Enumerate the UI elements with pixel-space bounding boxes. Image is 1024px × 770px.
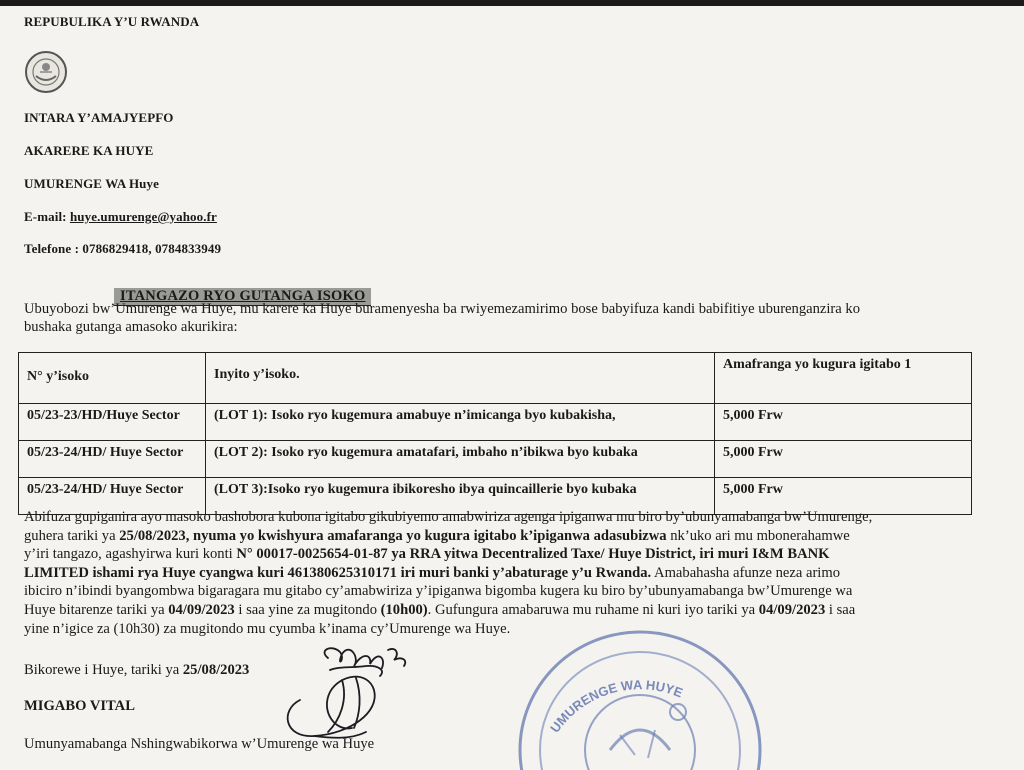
notice-body <box>24 508 976 638</box>
signer-role: Umunyamabanga Nshingwabikorwa w’Umurenge wa Huye <box>24 736 375 752</box>
opening-date: 04/09/2023 <box>758 601 826 618</box>
signer-name: MIGABO VITAL <box>24 698 135 714</box>
deadline-date: 04/09/2023 <box>168 601 235 618</box>
email-link[interactable]: huye.umurenge@yahoo.fr <box>69 209 217 224</box>
header-cell-title: Inyito y’isoko. <box>206 353 715 404</box>
table-row <box>19 441 972 478</box>
lot-number: 05/23-24/HD/ Huye Sector <box>19 478 206 515</box>
body-text: i saa yine za mugitondo <box>234 601 381 618</box>
body-line-3 <box>24 545 976 564</box>
lot-price: 5,000 Frw <box>715 478 972 515</box>
header-cell-number: N° y’isoko <box>19 353 206 404</box>
body-line-1: Abifuza gupiganira ayo masoko bashobora kubona igitabo gikubiyemo amabwiriza agenga ipiganwa mu biro by’ubunyamabanga bw’Umurenge, <box>24 509 873 525</box>
body-line-5: ibiciro n’ibindi byangombwa bigaragara mu gitabo cy’amabwiriza y’ipiganwa bigomba kugera ku biro by’ubunyamabanga bw’Umurenge wa <box>24 583 853 600</box>
rwanda-seal-icon <box>24 50 68 94</box>
place-date <box>24 662 249 679</box>
lot-number: 05/23-23/HD/Huye Sector <box>19 404 206 441</box>
scan-edge-shadow <box>0 0 1024 6</box>
body-text: . Gufungura amabaruwa mu ruhame ni kuri iyo tariki ya <box>427 601 759 618</box>
deadline-time: (10h00) <box>380 601 428 618</box>
sector-heading: UMURENGE WA Huye <box>24 176 159 191</box>
stamp-text: UMURENGE WA HUYE <box>547 677 685 736</box>
bank-account-text: N° 00017-0025654-01-87 ya RRA yitwa Decentralized Taxe/ Huye District, iri muri I&M BANK <box>236 546 830 563</box>
intro-line-2: bushaka gutanga amasoko akurikira: <box>24 319 238 335</box>
body-line-2 <box>24 527 976 546</box>
tender-table <box>18 352 972 515</box>
table-header-row <box>19 353 972 404</box>
email-label: E-mail: <box>24 209 67 224</box>
body-text: nk’uko ari mu mbonerahamwe <box>666 527 850 544</box>
body-line-4 <box>24 564 976 583</box>
province-heading: INTARA Y’AMAJYEPFO <box>24 110 174 125</box>
body-bold-text: 25/08/2023, nyuma yo kwishyura amafaranga yo kugura igitabo k’ipiganwa adasubizwa <box>119 527 667 544</box>
republic-heading: REPUBULIKA Y’U RWANDA <box>24 14 200 29</box>
body-line-6 <box>24 601 976 620</box>
lot-title: (LOT 3):Isoko ryo kugemura ibikoresho ibya quincaillerie byo kubaka <box>206 478 715 515</box>
notice-title: ITANGAZO RYO GUTANGA ISOKO <box>114 288 371 306</box>
header-cell-price: Amafranga yo kugura igitabo 1 <box>715 353 972 404</box>
table-row <box>19 404 972 441</box>
handwritten-signature <box>270 640 460 745</box>
phone-line: Telefone : 0786829418, 0784833949 <box>24 241 222 256</box>
body-text: guhera tariki ya <box>24 527 120 544</box>
body-text: Huye bitarenze tariki ya <box>24 601 169 618</box>
lot-title: (LOT 1): Isoko ryo kugemura amabuye n’imicanga byo kubakisha, <box>206 404 715 441</box>
signing-date: 25/08/2023 <box>182 662 250 678</box>
lot-number: 05/23-24/HD/ Huye Sector <box>19 441 206 478</box>
email-line <box>24 209 217 225</box>
intro-line-1: Ubuyobozi bw’Umurenge wa Huye, mu karere ka Huye buramenyesha ba rwiyemezamirimo bose babyifuza kandi babifitiye uburenganzira ko <box>24 301 861 317</box>
official-stamp <box>510 600 770 770</box>
body-text: i saa <box>825 601 856 618</box>
svg-text:UMURENGE WA HUYE <box>547 677 685 735</box>
lot-title: (LOT 2): Isoko ryo kugemura amatafari, imbaho n’ibikwa byo kubaka <box>206 441 715 478</box>
lot-price: 5,000 Frw <box>715 404 972 441</box>
lot-price: 5,000 Frw <box>715 441 972 478</box>
body-line-7: yine n’igice za (10h30) za mugitondo mu cyumba k’inama cy’Umurenge wa Huye. <box>24 620 511 637</box>
body-text: y’iri tangazo, agashyirwa kuri konti <box>24 546 237 563</box>
district-heading: AKARERE KA HUYE <box>24 143 154 158</box>
place-date-text: Bikorewe i Huye, tariki ya <box>24 662 183 678</box>
body-text: Amabahasha afunze neza arimo <box>651 564 841 581</box>
bank-account-text: LIMITED ishami rya Huye cyangwa kuri 461380625310171 iri muri banki y’abaturage y’u Rwanda. <box>24 564 652 581</box>
